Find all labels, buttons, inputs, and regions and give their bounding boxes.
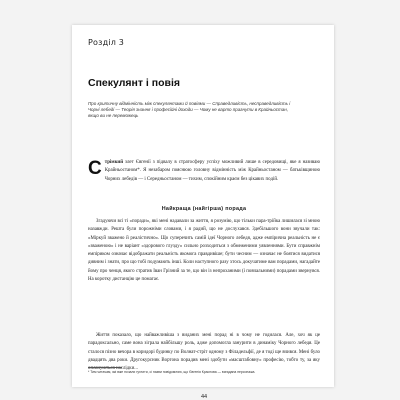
intro-lead-word: трімкий	[104, 160, 124, 165]
section-heading: Найкраща (найгірша) порада	[161, 206, 247, 212]
chapter-epigraph: Про критичну відмінність між спекулянтами й повіями — Справедливість, несправедливість і Чорні лебеді — Теорія знання і професійні доходи — Чому не варто прагнути в Крайньостан, якщо ви не переможець	[88, 101, 291, 119]
footnote: * Тим читачам, які вже почали гуглити, сі назви повідомляю, що Євгенія Краснова — вигадана персонажа.	[88, 370, 256, 374]
book-page	[72, 25, 334, 400]
body-paragraph-2	[88, 332, 320, 373]
paragraph-text: Згадуючи всі ті «поради», які мені надавали за життя, я розумію, що тільки пара-трійка лишилася зі мною назавжди. Решта були порожніми словами, і я радий, що не дослухався. Здебільшого вони звучали так: «Міркуй зважено й реалістично». Що суперечить самій ідеї Чорного лебедя, адже емпірична реальність не є «зваженою» і не варіант «здорового глузду» сильно розходиться з обмеженими уявленнями. Бути справжнім емпіриком означає відображати реальність якомога правдивіше; бути чесним — означає не боятися видатися дивним і знати, про що тобі подумають інші. Коли наступного разу хтось докучатиме вам порадами, нагадайте йому про ченця, якого стратив Іван Грізний за те, що він із непроханими (і повчальними) порадами звернувся. На коротку дистанцію це помагає.	[88, 219, 320, 283]
intro-text: злет Євгенії з підвалу в стратосферу успіху можливий лише в середовищі, яке я називаю Крайньостаном*. Я незабаром пояснюю головну відмінність між Крайньостаном — батьківщиною Чорних лебедів — і Середньостаном — тихим, спокійним краєм без цікавих подій.	[104, 160, 320, 182]
page-content	[88, 25, 320, 400]
footnote-divider	[88, 367, 122, 368]
paragraph-text: Життя показало, що найважливіша з виданих мені порад ні в чому не годилася. Але, хоч як це парадоксально, саме вона зіграла найбільшу роль, адже допомогла занурити в динаміку Чорного лебедя. Це сталося пізно вечора в коридорі будинку по Волнат-стріт одному з Філадельфії, де я тоді ще вчився. Мені було двадцять два роки. Другокурсник Вортона порадив мені здобути «масштабовну» професію, тобто ту, за яку оплачуються наслідки...	[88, 333, 320, 372]
page-number: 44	[200, 394, 208, 400]
body-paragraph-1	[88, 218, 320, 284]
chapter-label: Розділ 3	[88, 38, 125, 47]
chapter-title: Спекулянт і повія	[88, 77, 181, 89]
intro-paragraph	[88, 159, 320, 184]
drop-cap: С	[88, 158, 102, 179]
